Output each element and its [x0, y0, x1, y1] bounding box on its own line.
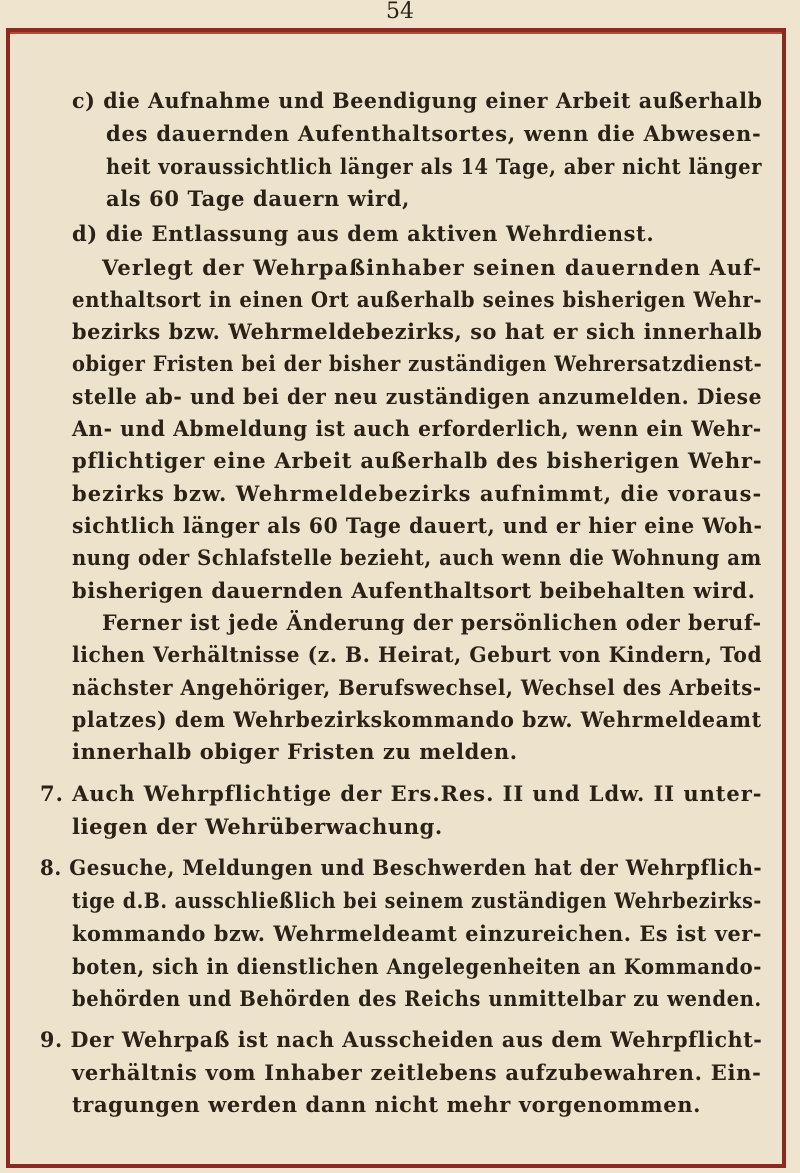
text-line: platzes) dem Wehrbezirkskommando bzw. Wehrmeldeamt — [72, 707, 762, 732]
text-line: als 60 Tage dauern wird, — [106, 186, 410, 211]
text-line: An- und Abmeldung ist auch erforderlich, wenn ein Wehr- — [72, 416, 762, 441]
text-line: Ferner ist jede Änderung der persönlichen oder beruf- — [102, 610, 762, 635]
text-line: nächster Angehöriger, Berufswechsel, Wechsel des Arbeits- — [72, 675, 762, 700]
text-line: innerhalb obiger Fristen zu melden. — [72, 739, 518, 764]
page-number: 54 — [386, 0, 414, 24]
text-line: verhältnis vom Inhaber zeitlebens aufzubewahren. Ein- — [72, 1060, 762, 1085]
text-line: bezirks bzw. Wehrmeldebezirks, so hat er sich innerhalb — [72, 319, 763, 344]
text-line: tige d.B. ausschließlich bei seinem zuständigen Wehrbezirks- — [72, 888, 762, 913]
text-area — [10, 32, 782, 1164]
text-line: enthaltsort in einen Ort außerhalb seines bisherigen Wehr- — [72, 287, 763, 312]
text-line: des dauernden Aufenthaltsortes, wenn die Abwesen- — [106, 121, 762, 146]
text-line: tragungen werden dann nicht mehr vorgenommen. — [72, 1092, 701, 1117]
text-line: kommando bzw. Wehrmeldeamt einzureichen. Es ist ver- — [72, 921, 763, 946]
text-line: 8. Gesuche, Meldungen und Beschwerden hat der Wehrpflich- — [40, 855, 763, 880]
text-line: lichen Verhältnisse (z. B. Heirat, Geburt von Kindern, Tod — [72, 642, 763, 667]
text-line: stelle ab- und bei der neu zuständigen anzumelden. Diese — [72, 384, 763, 409]
text-line: Verlegt der Wehrpaßinhaber seinen dauernden Auf- — [102, 255, 763, 280]
text-line: nung oder Schlafstelle bezieht, auch wenn die Wohnung am — [72, 545, 762, 570]
text-line: c) die Aufnahme und Beendigung einer Arbeit außerhalb — [72, 88, 763, 113]
text-line: d) die Entlassung aus dem aktiven Wehrdienst. — [72, 221, 655, 246]
text-line: sichtlich länger als 60 Tage dauert, und er hier eine Woh- — [72, 513, 763, 538]
text-line: obiger Fristen bei der bisher zuständigen Wehrersatzdienst- — [72, 351, 763, 376]
page-frame — [6, 28, 786, 1168]
text-line: 9. Der Wehrpaß ist nach Ausscheiden aus dem Wehrpflicht- — [40, 1027, 763, 1052]
text-line: 7. Auch Wehrpflichtige der Ers.Res. II und Ldw. II unter- — [40, 781, 763, 806]
text-line: heit voraussichtlich länger als 14 Tage, aber nicht länger — [106, 154, 762, 179]
text-line: boten, sich in dienstlichen Angelegenheiten an Kommando- — [72, 954, 762, 979]
text-line: liegen der Wehrüberwachung. — [72, 814, 443, 839]
text-line: pflichtiger eine Arbeit außerhalb des bisherigen Wehr- — [72, 448, 763, 473]
text-line: behörden und Behörden des Reichs unmittelbar zu wenden. — [72, 986, 762, 1011]
text-line: bisherigen dauernden Aufenthaltsort beibehalten wird. — [72, 578, 756, 603]
text-line: bezirks bzw. Wehrmeldebezirks aufnimmt, die voraus- — [72, 481, 763, 506]
